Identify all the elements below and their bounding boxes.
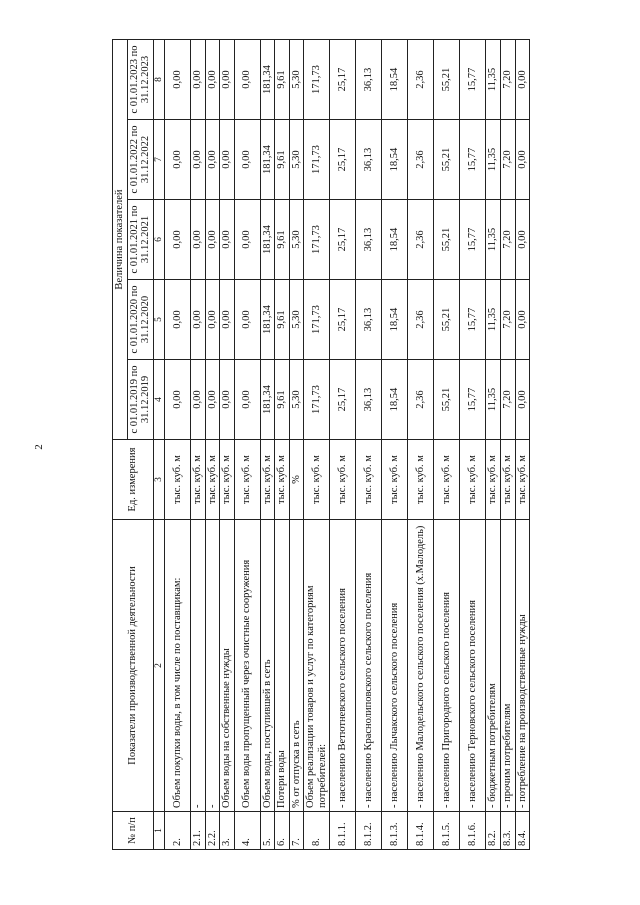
table-row [260,40,275,850]
row-indicator-name: - бюджетным потребителям [486,520,501,812]
row-unit: тыс. куб. м [382,440,408,520]
table-row [460,40,486,850]
header-period-2023: с 01.01.2023 по 31.12.2023 [127,40,153,120]
row-indicator-name: Объем воды пропущенный через очистные сооружения [234,520,260,812]
row-value: 36,13 [356,360,382,440]
table-row [220,40,235,850]
table-row [330,40,356,850]
row-value: 0,00 [205,120,220,200]
table-row [234,40,260,850]
header-period-2019: с 01.01.2019 по 31.12.2019 [127,360,153,440]
index-cell: 1 [153,812,164,850]
row-value: 0,00 [165,360,191,440]
row-value: 0,00 [205,200,220,280]
row-value: 2,36 [408,40,434,120]
row-value: 0,00 [220,200,235,280]
index-cell: 3 [153,440,164,520]
row-value: 36,13 [356,200,382,280]
row-value: 0,00 [234,200,260,280]
index-row [153,40,164,850]
row-value: 0,00 [205,360,220,440]
row-number: 8.1.2. [356,812,382,850]
row-value: 171,73 [304,200,330,280]
row-value: 25,17 [330,360,356,440]
row-value: 18,54 [382,280,408,360]
table-row [501,40,516,850]
row-unit: тыс. куб. м [408,440,434,520]
row-value: 55,21 [434,360,460,440]
row-indicator-name: Объем реализации товаров и услуг по категориям потребителей: [304,520,330,812]
row-number: 8.3. [501,812,516,850]
row-value: 0,00 [515,200,530,280]
row-indicator-name: Объем покупки воды, в том числе по поставщикам: [165,520,191,812]
row-number: 6. [275,812,290,850]
page-number: 2 [32,444,45,450]
row-number: 8.1.3. [382,812,408,850]
row-value: 55,21 [434,120,460,200]
row-value: 36,13 [356,40,382,120]
table-row [382,40,408,850]
row-value: 0,00 [234,360,260,440]
row-value: 0,00 [191,280,206,360]
row-value: 0,00 [191,200,206,280]
row-value: 18,54 [382,360,408,440]
row-number: 7. [289,812,304,850]
table-row [205,40,220,850]
row-value: 55,21 [434,40,460,120]
row-number: 3. [220,812,235,850]
row-value: 181,34 [260,120,275,200]
row-value: 0,00 [234,120,260,200]
row-indicator-name: % от отпуска в сеть [289,520,304,812]
row-unit: тыс. куб. м [486,440,501,520]
row-value: 15,77 [460,40,486,120]
row-value: 9,61 [275,280,290,360]
row-unit: тыс. куб. м [515,440,530,520]
row-value: 25,17 [330,120,356,200]
row-value: 11,35 [486,40,501,120]
row-unit: тыс. куб. м [165,440,191,520]
row-value: 9,61 [275,200,290,280]
row-number: 8.2. [486,812,501,850]
row-value: 15,77 [460,280,486,360]
row-value: 36,13 [356,280,382,360]
row-value: 171,73 [304,40,330,120]
table-row [486,40,501,850]
row-value: 55,21 [434,200,460,280]
rotated-table-container [112,40,530,850]
row-value: 2,36 [408,280,434,360]
row-unit: тыс. куб. м [205,440,220,520]
row-number: 8.1.1. [330,812,356,850]
row-value: 11,35 [486,280,501,360]
row-value: 36,13 [356,120,382,200]
row-value: 0,00 [205,40,220,120]
row-indicator-name: - населению Пригородного сельского поселения [434,520,460,812]
row-unit: тыс. куб. м [234,440,260,520]
index-cell: 7 [153,120,164,200]
table-row [434,40,460,850]
row-indicator-name: Объем воды, поступившей в сеть [260,520,275,812]
row-number: 8.4. [515,812,530,850]
index-cell: 5 [153,280,164,360]
index-cell: 4 [153,360,164,440]
row-number: 8.1.6. [460,812,486,850]
index-cell: 2 [153,520,164,812]
row-indicator-name: - прочим потребителям [501,520,516,812]
row-unit: % [289,440,304,520]
index-cell: 8 [153,40,164,120]
production-indicators-table [112,39,530,850]
row-value: 0,00 [515,280,530,360]
row-value: 171,73 [304,280,330,360]
table-row [275,40,290,850]
row-value: 11,35 [486,200,501,280]
header-period-2020: с 01.01.2020 по 31.12.2020 [127,280,153,360]
row-unit: тыс. куб. м [460,440,486,520]
table-row [191,40,206,850]
row-unit: тыс. куб. м [434,440,460,520]
row-value: 55,21 [434,280,460,360]
row-value: 5,30 [289,120,304,200]
row-indicator-name: - потребление на производственные нужды [515,520,530,812]
row-value: 0,00 [191,40,206,120]
row-value: 11,35 [486,120,501,200]
row-number: 2.2. [205,812,220,850]
row-value: 0,00 [515,40,530,120]
row-value: 9,61 [275,360,290,440]
row-value: 2,36 [408,200,434,280]
header-num: № п/п [113,812,154,850]
row-value: 0,00 [165,200,191,280]
row-value: 7,20 [501,280,516,360]
row-value: 5,30 [289,40,304,120]
row-indicator-name: - [205,520,220,812]
index-cell: 6 [153,200,164,280]
row-value: 0,00 [165,280,191,360]
row-value: 0,00 [165,40,191,120]
row-value: 171,73 [304,360,330,440]
table-row [304,40,330,850]
row-indicator-name: - населению Малодельского сельского поселения (х.Малодель) [408,520,434,812]
row-value: 181,34 [260,40,275,120]
row-indicator-name: - населению Краснолиповского сельского поселения [356,520,382,812]
row-unit: тыс. куб. м [220,440,235,520]
row-value: 181,34 [260,280,275,360]
row-number: 2. [165,812,191,850]
header-unit: Ед. измерения [113,440,154,520]
row-number: 8. [304,812,330,850]
row-value: 0,00 [234,40,260,120]
row-value: 0,00 [191,360,206,440]
row-unit: тыс. куб. м [275,440,290,520]
row-value: 0,00 [205,280,220,360]
row-unit: тыс. куб. м [501,440,516,520]
row-number: 2.1. [191,812,206,850]
row-value: 5,30 [289,360,304,440]
row-unit: тыс. куб. м [330,440,356,520]
row-value: 18,54 [382,200,408,280]
row-unit: тыс. куб. м [191,440,206,520]
row-value: 171,73 [304,120,330,200]
row-value: 0,00 [220,120,235,200]
row-value: 15,77 [460,120,486,200]
row-value: 181,34 [260,200,275,280]
row-value: 0,00 [191,120,206,200]
row-indicator-name: - [191,520,206,812]
row-value: 18,54 [382,40,408,120]
row-indicator-name: Потери воды [275,520,290,812]
row-value: 0,00 [165,120,191,200]
header-values-group: Величина показателей [113,40,128,440]
row-unit: тыс. куб. м [260,440,275,520]
row-indicator-name: - населению Ветютневского сельского поселения [330,520,356,812]
row-value: 7,20 [501,200,516,280]
row-value: 0,00 [515,360,530,440]
row-unit: тыс. куб. м [304,440,330,520]
row-value: 15,77 [460,360,486,440]
row-value: 7,20 [501,40,516,120]
row-number: 4. [234,812,260,850]
row-value: 18,54 [382,120,408,200]
row-value: 5,30 [289,280,304,360]
row-value: 0,00 [220,360,235,440]
row-number: 8.1.5. [434,812,460,850]
table-body [165,40,530,850]
row-number: 8.1.4. [408,812,434,850]
row-value: 0,00 [220,280,235,360]
row-value: 25,17 [330,200,356,280]
header-period-2022: с 01.01.2022 по 31.12.2022 [127,120,153,200]
row-value: 9,61 [275,120,290,200]
row-value: 0,00 [234,280,260,360]
row-value: 0,00 [220,40,235,120]
table-row [408,40,434,850]
row-unit: тыс. куб. м [356,440,382,520]
row-value: 5,30 [289,200,304,280]
header-period-2021: с 01.01.2021 по 31.12.2021 [127,200,153,280]
row-indicator-name: - населению Терновского сельского поселения [460,520,486,812]
row-value: 2,36 [408,360,434,440]
row-value: 11,35 [486,360,501,440]
table-row [165,40,191,850]
table-row [289,40,304,850]
row-value: 7,20 [501,360,516,440]
row-value: 0,00 [515,120,530,200]
row-value: 9,61 [275,40,290,120]
row-value: 15,77 [460,200,486,280]
row-value: 181,34 [260,360,275,440]
row-indicator-name: - населению Лычакского сельского поселения [382,520,408,812]
row-value: 25,17 [330,280,356,360]
row-indicator-name: Объем воды на собственные нужды [220,520,235,812]
table-row [515,40,530,850]
row-value: 25,17 [330,40,356,120]
row-value: 2,36 [408,120,434,200]
row-number: 5. [260,812,275,850]
row-value: 7,20 [501,120,516,200]
table-row [356,40,382,850]
header-indicator: Показатели производственной деятельности [113,520,154,812]
